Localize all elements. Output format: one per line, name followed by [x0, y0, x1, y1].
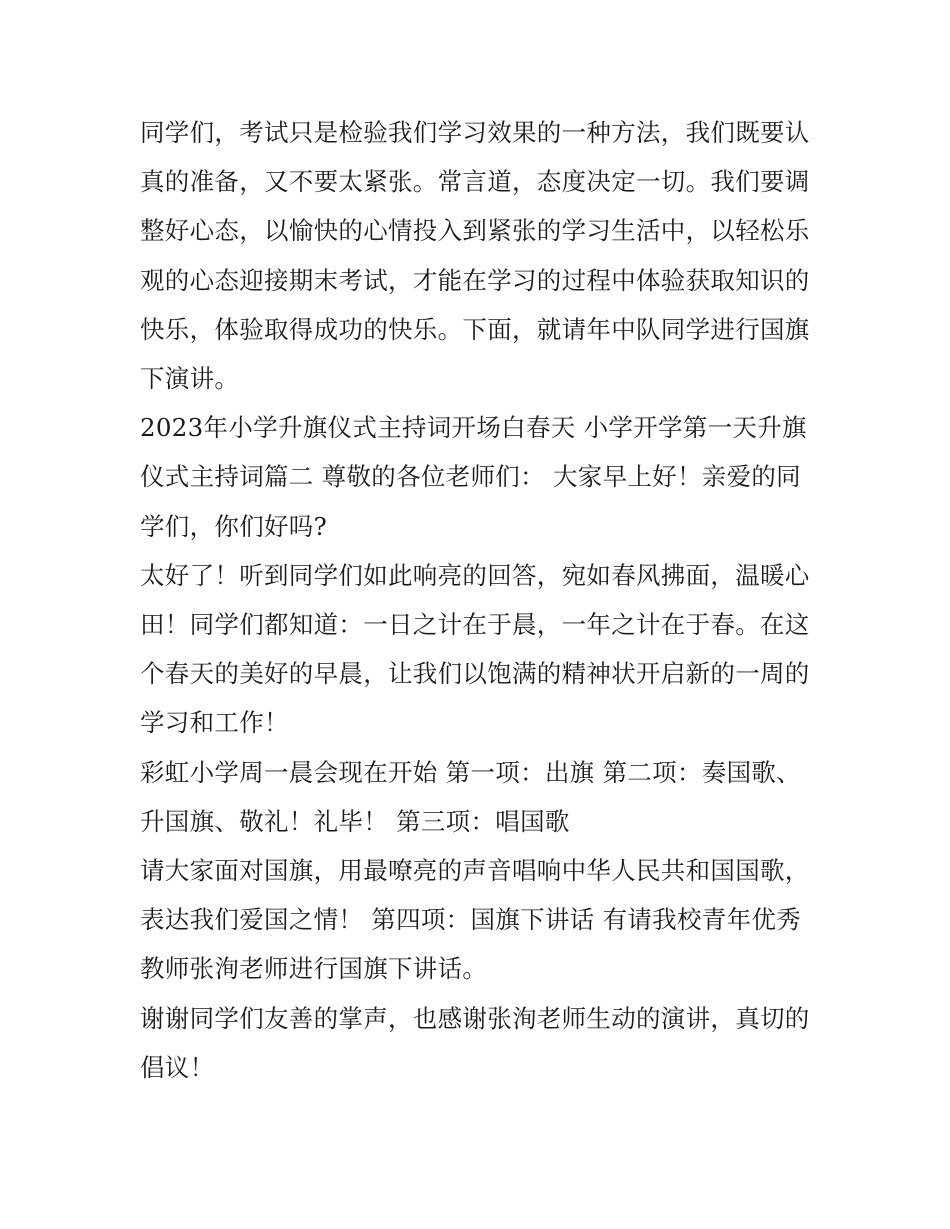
paragraph-exam-advice: 同学们，考试只是检验我们学习效果的一种方法，我们既要认真的准备，又不要太紧张。常言道，态度决定一切。我们要调整好心态，以愉快的心情投入到紧张的学习生活中，以轻松乐观的心态迎接期末考试，才能在学习的过程中体验获取知识的快乐，体验取得成功的快乐。下面，就请年中队同学进行国旗下演讲。 [140, 118, 810, 394]
paragraph-national-anthem: 请大家面对国旗，用最嘹亮的声音唱响中华人民共和国国歌，表达我们爱国之情！ 第四项：国旗下讲话 有请我校青年优秀教师张洵老师进行国旗下讲话。 [140, 856, 810, 984]
paragraph-ceremony-program: 彩虹小学周一晨会现在开始 第一项：出旗 第二项：奏国歌、升国旗、敬礼！礼毕！ 第三项：唱国歌 [140, 757, 801, 836]
paragraph-spring-greeting: 太好了！听到同学们如此响亮的回答，宛如春风拂面，温暖心田！同学们都知道：一日之计在于晨，一年之计在于春。在这个春天的美好的早晨，让我们以饱满的精神状开启新的一周的学习和工作！ [140, 560, 810, 738]
paragraph-ceremony-title: 2023年小学升旗仪式主持词开场白春天 小学开学第一天升旗仪式主持词篇二 尊敬的各位老师们： 大家早上好！亲爱的同学们，你们好吗? [140, 413, 807, 541]
document-body [140, 108, 820, 1092]
paragraph-thanks: 谢谢同学们友善的掌声，也感谢张洵老师生动的演讲，真切的倡议！ [140, 1003, 810, 1082]
